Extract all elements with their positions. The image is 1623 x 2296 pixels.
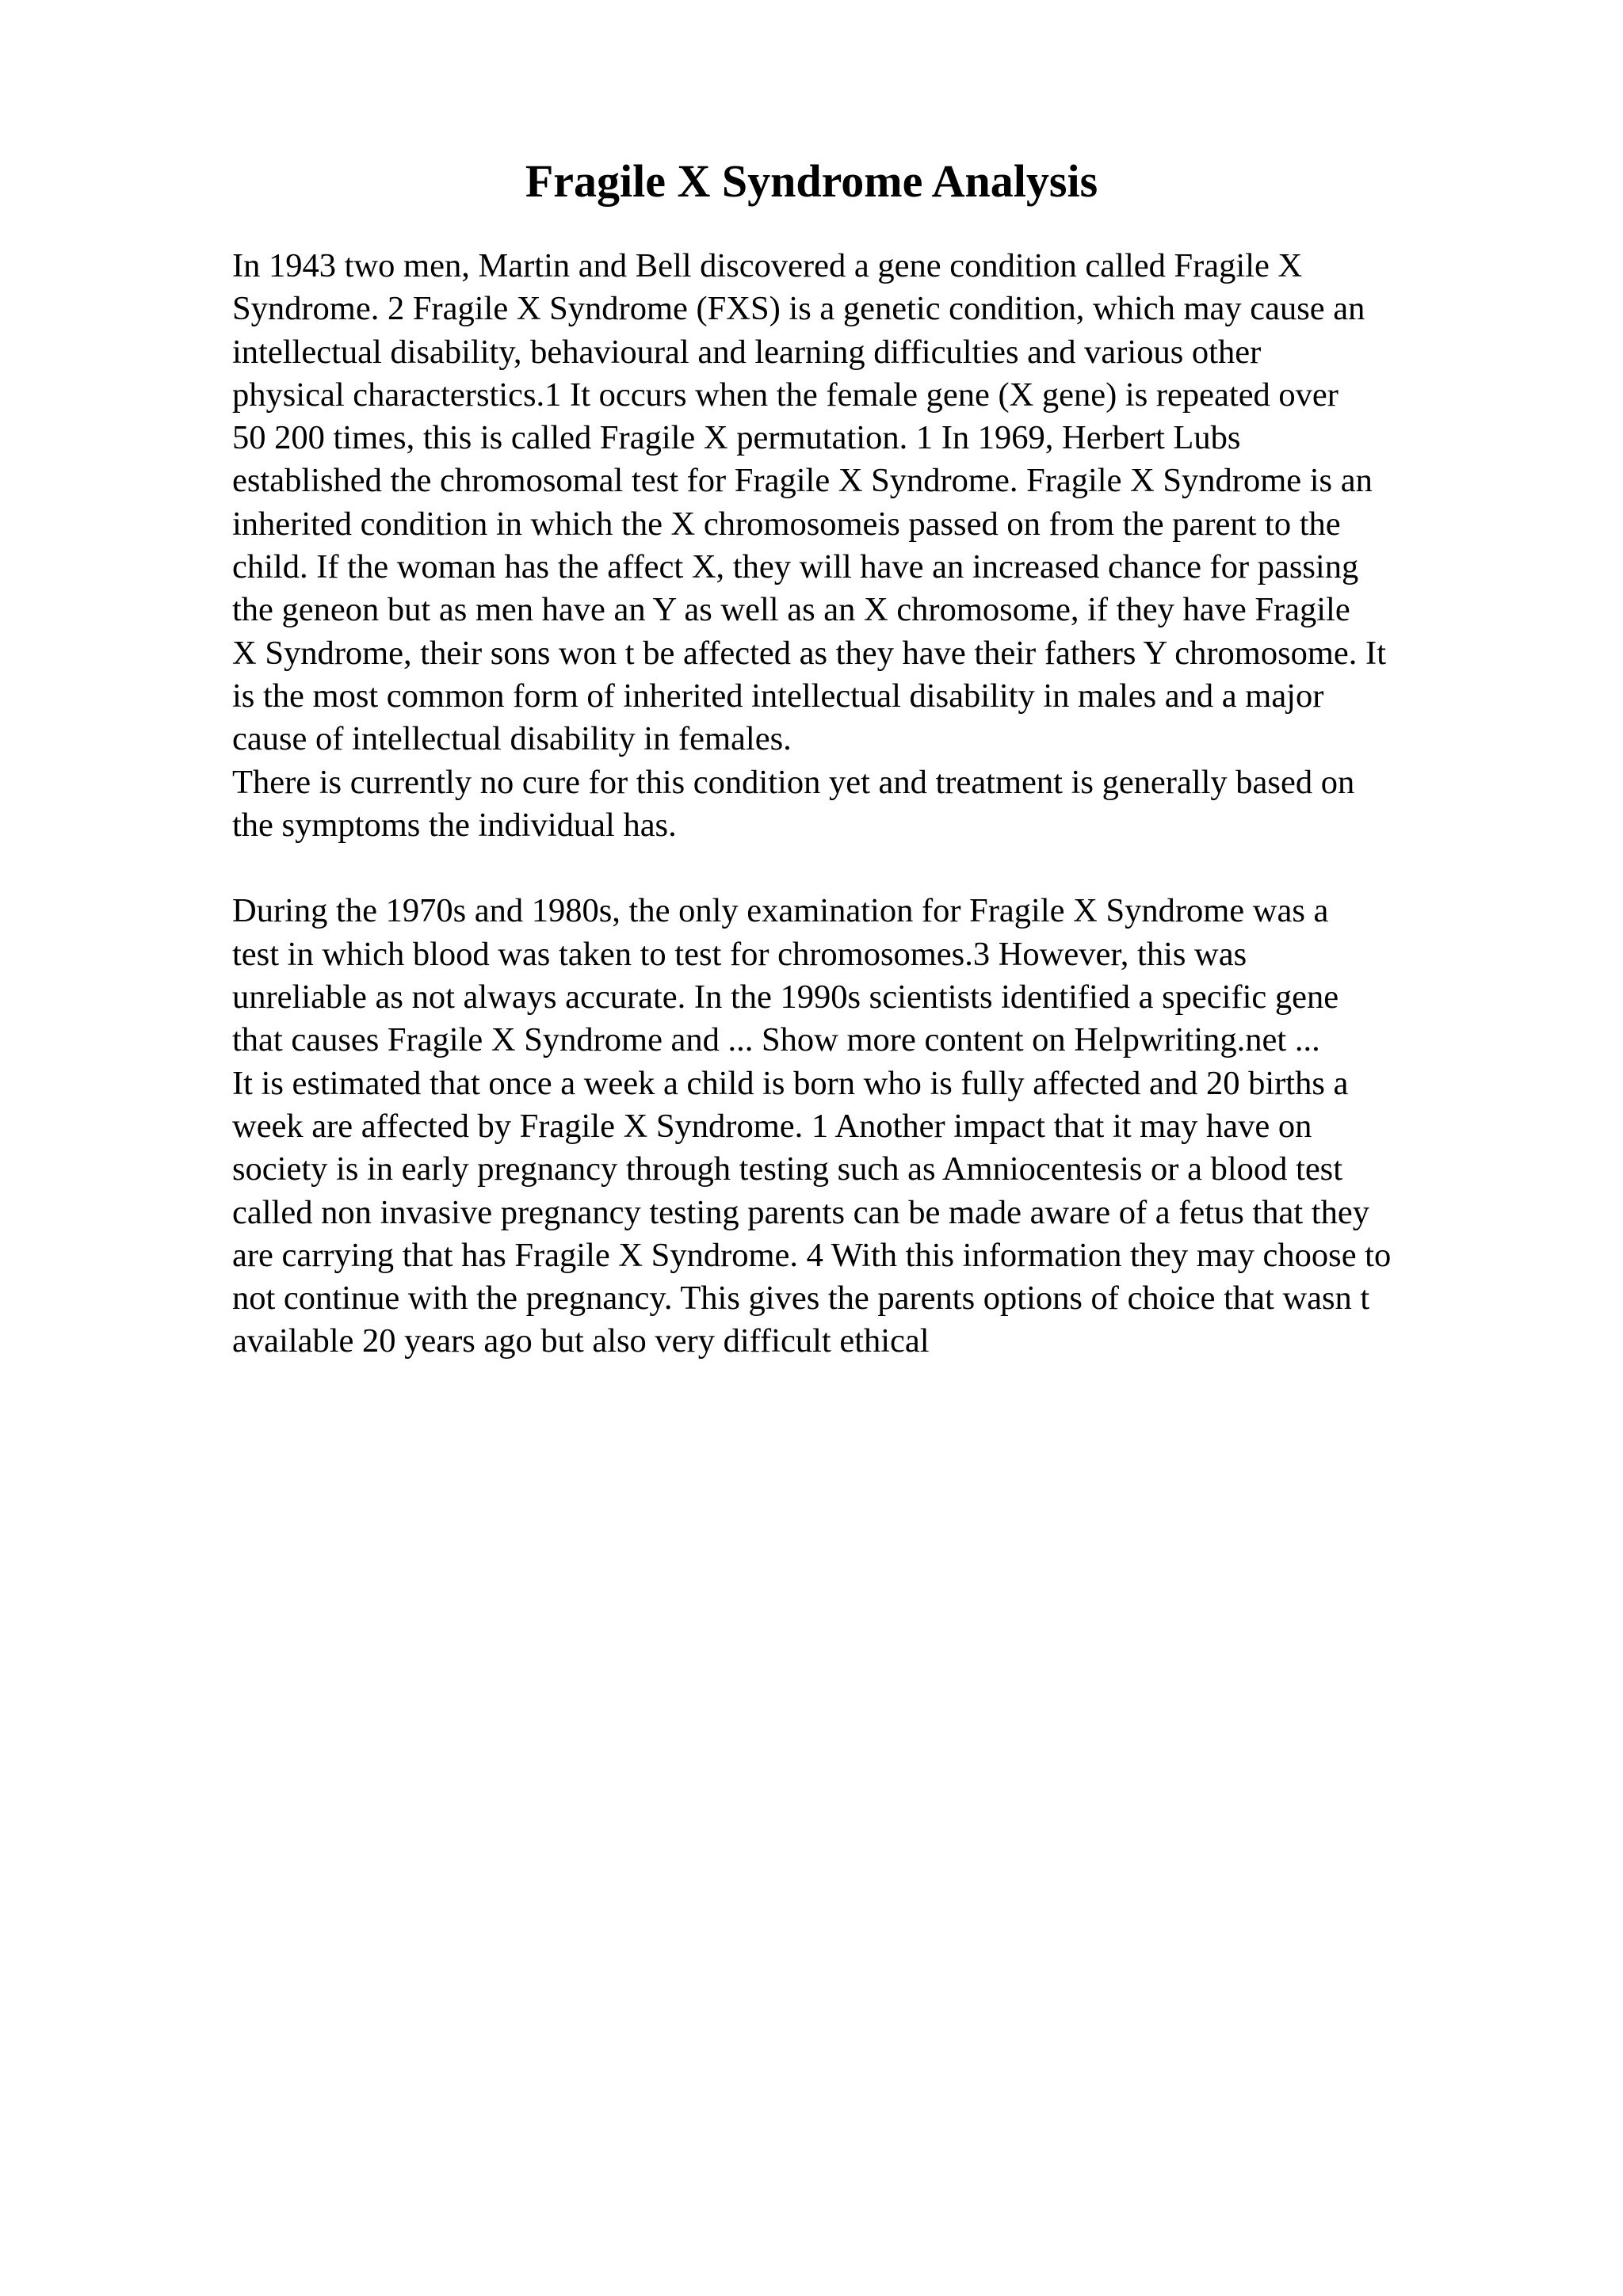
text-line: X Syndrome, their sons won t be affected as they have their fathers Y chromosome. It [232, 634, 1386, 672]
text-line: week are affected by Fragile X Syndrome. 1 Another impact that it may have on [232, 1107, 1312, 1145]
text-line: that causes Fragile X Syndrome and ... Show more content on Helpwriting.net ... [232, 1021, 1320, 1059]
text-line: Syndrome. 2 Fragile X Syndrome (FXS) is a genetic condition, which may cause an [232, 290, 1365, 328]
text-line: cause of intellectual disability in females. [232, 720, 792, 758]
document-title: Fragile X Syndrome Analysis [525, 155, 1098, 207]
text-line: There is currently no cure for this condition yet and treatment is generally based on [232, 763, 1355, 801]
text-line: test in which blood was taken to test for chromosomes.3 However, this was [232, 935, 1247, 973]
text-line: society is in early pregnancy through testing such as Amniocentesis or a blood test [232, 1150, 1343, 1188]
text-line: established the chromosomal test for Fragile X Syndrome. Fragile X Syndrome is an [232, 462, 1373, 500]
text-line: is the most common form of inherited intellectual disability in males and a major [232, 677, 1324, 715]
paragraph-spacer [232, 847, 1595, 890]
text-line: intellectual disability, behavioural and learning difficulties and various other [232, 333, 1262, 371]
text-line: called non invasive pregnancy testing parents can be made aware of a fetus that they [232, 1193, 1369, 1231]
text-line: In 1943 two men, Martin and Bell discovered a gene condition called Fragile X [232, 247, 1303, 284]
text-line: physical characterstics.1 It occurs when the female gene (X gene) is repeated over [232, 376, 1338, 414]
text-line: are carrying that has Fragile X Syndrome. 4 With this information they may choose to [232, 1236, 1392, 1274]
text-line: the symptoms the individual has. [232, 806, 677, 844]
text-line: not continue with the pregnancy. This gives the parents options of choice that wasn t [232, 1280, 1370, 1318]
text-line: unreliable as not always accurate. In the 1990s scientists identified a specific gene [232, 978, 1339, 1016]
text-line: available 20 years ago but also very difficult ethical [232, 1322, 930, 1360]
text-line: inherited condition in which the X chromosomeis passed on from the parent to the [232, 505, 1341, 543]
text-line: It is estimated that once a week a child is born who is fully affected and 20 births a [232, 1064, 1349, 1102]
text-line: child. If the woman has the affect X, they will have an increased chance for passing [232, 548, 1359, 586]
text-line: 50 200 times, this is called Fragile X permutation. 1 In 1969, Herbert Lubs [232, 419, 1241, 457]
text-line: the geneon but as men have an Y as well as an X chromosome, if they have Fragile [232, 591, 1350, 629]
document-body [232, 245, 1595, 1363]
text-line: During the 1970s and 1980s, the only examination for Fragile X Syndrome was a [232, 892, 1329, 930]
paragraph-2 [232, 890, 1595, 1363]
paragraph-1 [232, 245, 1595, 847]
